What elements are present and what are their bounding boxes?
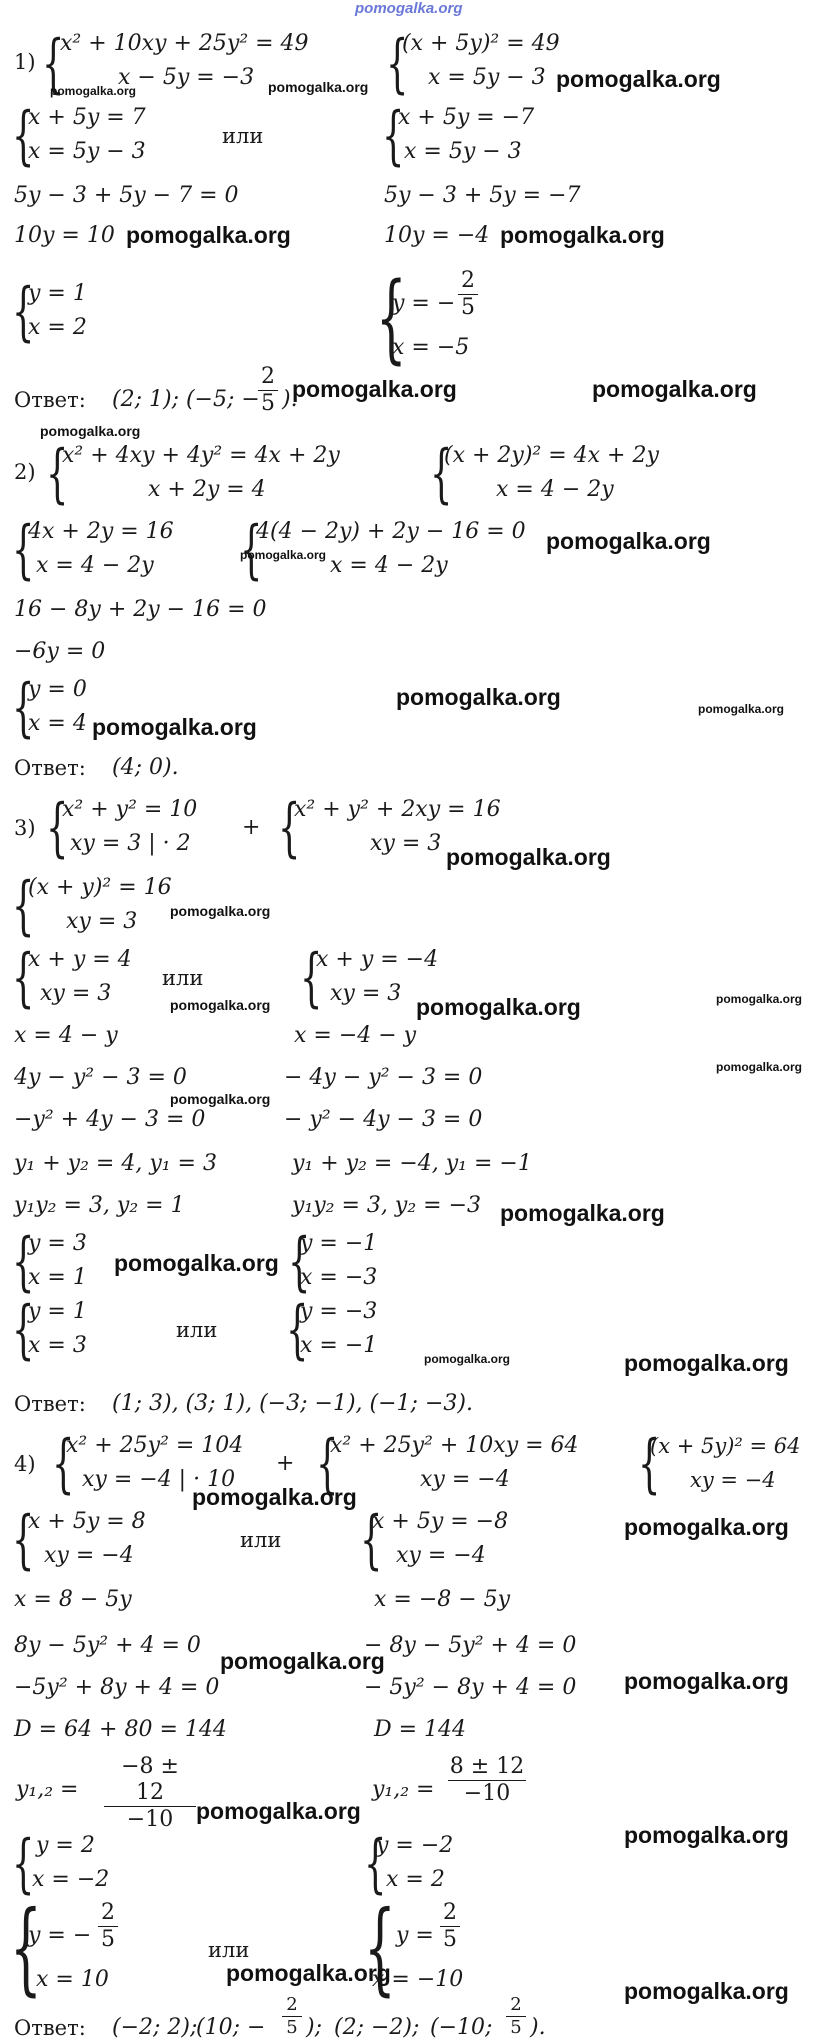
equation: 10y = 10 (14, 223, 115, 248)
answer-label: Ответ: (14, 756, 86, 780)
system-brace: { (12, 1293, 35, 1367)
fraction: $\frac{8 \pm 12}{-10}$ (449, 1754, 525, 1806)
equation: x = −5 (392, 335, 470, 360)
equation: x = 5y − 3 (28, 139, 146, 164)
equation: x² + y² + 2xy = 16 (294, 797, 501, 822)
watermark-small: pomogalka.org (170, 997, 271, 1013)
equation: xy = −4 (690, 1468, 776, 1492)
or-word: или (162, 966, 204, 990)
equation: 4y − y² − 3 = 0 (14, 1065, 187, 1090)
equation: y₁y₂ = 3, y₂ = 1 (14, 1193, 185, 1218)
equation: − 5y² − 8y + 4 = 0 (364, 1675, 577, 1700)
equation: 4(4 − 2y) + 2y − 16 = 0 (256, 519, 526, 544)
system-brace: { (286, 1293, 309, 1367)
equation: − 8y − 5y² + 4 = 0 (364, 1633, 577, 1658)
problem-number: 2) (14, 460, 36, 484)
answer-value: ). (282, 387, 298, 412)
fraction: $\frac{2}{5}$ (458, 268, 478, 321)
watermark-small: pomogalka.org (170, 903, 271, 919)
equation: y = 1 (28, 1299, 87, 1324)
watermark-small: pomogalka.org (240, 548, 327, 562)
equation: x − 5y = −3 (118, 65, 255, 90)
equation: x = 4 − 2y (330, 553, 448, 578)
watermark: pomogalka.org (196, 1798, 361, 1824)
system-brace: { (46, 791, 69, 865)
fraction: $\frac{2}{5}$ (282, 1994, 302, 2039)
watermark: pomogalka.org (624, 1514, 789, 1540)
equation: xy = 3 (370, 831, 442, 856)
answer-value: (10; − (196, 2015, 266, 2040)
equation: xy = 3 (40, 981, 112, 1006)
watermark: pomogalka.org (226, 1960, 391, 1986)
system-brace: { (52, 1427, 75, 1501)
system-brace: { (12, 99, 35, 173)
equation: x + 5y = −7 (398, 105, 535, 130)
equation: x = 5y − 3 (428, 65, 546, 90)
equation: y₁ + y₂ = −4, y₁ = −1 (292, 1151, 532, 1176)
watermark: pomogalka.org (624, 1978, 789, 2004)
system-brace: { (10, 1889, 42, 2006)
equation: x² + 25y² + 10xy = 64 (330, 1433, 579, 1458)
watermark: pomogalka.org (396, 684, 561, 710)
watermark: pomogalka.org (114, 1250, 279, 1276)
watermark-small: pomogalka.org (170, 1091, 271, 1107)
system-brace: { (288, 1225, 311, 1299)
equation: y = 0 (28, 677, 87, 702)
equation: x = 1 (28, 1265, 87, 1290)
answer-value: ); (306, 2015, 322, 2040)
equation: 4x + 2y = 16 (28, 519, 174, 544)
equation: xy = −4 | · 10 (82, 1467, 236, 1492)
answer-value: (4; 0). (112, 755, 179, 780)
system-brace: { (360, 1503, 383, 1577)
equation: xy = 3 | · 2 (70, 831, 191, 856)
watermark: pomogalka.org (624, 1668, 789, 1694)
equation: x = 3 (28, 1333, 87, 1358)
system-brace: { (12, 1503, 35, 1577)
fraction: $\frac{-8 \pm 12}{-10}$ (104, 1754, 196, 1833)
equation: x = 8 − 5y (14, 1587, 132, 1612)
system-brace: { (278, 791, 301, 865)
system-brace: { (430, 437, 453, 511)
system-brace: { (638, 1427, 661, 1501)
equation: (x + 2y)² = 4x + 2y (444, 443, 659, 468)
equation: x = −10 (372, 1967, 464, 1992)
equation: x² + 4xy + 4y² = 4x + 2y (62, 443, 340, 468)
equation: x + 5y = 7 (28, 105, 146, 130)
equation: 16 − 8y + 2y − 16 = 0 (14, 597, 267, 622)
system-brace: { (386, 27, 409, 101)
fraction: $\frac{2}{5}$ (506, 1994, 526, 2039)
equation: x = −8 − 5y (374, 1587, 511, 1612)
equation: xy = −4 (396, 1543, 486, 1568)
equation: y = −1 (300, 1231, 378, 1256)
problem-number: 1) (14, 50, 36, 74)
equation: (x + 5y)² = 64 (650, 1434, 801, 1458)
system-brace: { (300, 941, 323, 1015)
equation: xy = 3 (66, 909, 138, 934)
equation: y = 3 (28, 1231, 87, 1256)
equation: y₁,₂ = (16, 1777, 79, 1802)
equation: x = 2 (28, 315, 87, 340)
problem-number: 4) (14, 1452, 36, 1476)
system-brace: { (12, 1827, 35, 1901)
watermark: pomogalka.org (292, 376, 457, 402)
equation: xy = 3 (330, 981, 402, 1006)
equation: x = 10 (36, 1967, 109, 1992)
equation: xy = −4 (420, 1467, 510, 1492)
or-word: или (222, 124, 264, 148)
answer-value: ). (530, 2015, 546, 2040)
equation: x = 4 (28, 711, 87, 736)
answer-value: (2; 1); (−5; − (112, 387, 260, 412)
equation: y = −2 (376, 1833, 454, 1858)
or-word: или (240, 1528, 282, 1552)
equation: x = −3 (300, 1265, 378, 1290)
watermark-small: pomogalka.org (50, 84, 137, 98)
equation: x + y = 4 (28, 947, 132, 972)
equation: (x + y)² = 16 (28, 875, 172, 900)
watermark-small: pomogalka.org (424, 1352, 511, 1366)
equation: x = 5y − 3 (404, 139, 522, 164)
answer-value: (2; −2); (334, 2015, 420, 2040)
equation: x = −2 (32, 1867, 110, 1892)
equation: y = − (392, 291, 456, 316)
watermark-small: pomogalka.org (698, 702, 785, 716)
plus-sign: + (276, 1451, 295, 1476)
header-watermark: pomogalka.org (355, 0, 463, 17)
fraction: $\frac{2}{5}$ (258, 364, 278, 417)
answer-label: Ответ: (14, 2016, 86, 2040)
equation: x² + 25y² = 104 (66, 1433, 244, 1458)
watermark: pomogalka.org (624, 1822, 789, 1848)
watermark: pomogalka.org (500, 1200, 665, 1226)
system-brace: { (12, 1225, 35, 1299)
equation: y = −3 (300, 1299, 378, 1324)
equation: x + y = −4 (316, 947, 439, 972)
watermark-small: pomogalka.org (716, 1060, 803, 1074)
system-brace: { (12, 513, 35, 587)
equation: − y² − 4y − 3 = 0 (284, 1107, 483, 1132)
or-word: или (176, 1318, 218, 1342)
system-brace: { (12, 941, 35, 1015)
answer-value: (−10; (430, 2015, 493, 2040)
system-brace: { (12, 869, 35, 943)
watermark: pomogalka.org (592, 376, 757, 402)
equation: (x + 5y)² = 49 (402, 31, 560, 56)
watermark: pomogalka.org (92, 714, 257, 740)
equation: x = 4 − 2y (496, 477, 614, 502)
equation: y = 1 (28, 281, 87, 306)
answer-label: Ответ: (14, 388, 86, 412)
equation: xy = −4 (44, 1543, 134, 1568)
equation: 10y = −4 (384, 223, 490, 248)
equation: D = 144 (374, 1717, 467, 1742)
system-brace: { (376, 262, 407, 374)
system-brace: { (364, 1827, 387, 1901)
equation: y = − (28, 1923, 92, 1948)
equation: x + 5y = −8 (372, 1509, 509, 1534)
equation: y₁ + y₂ = 4, y₁ = 3 (14, 1151, 217, 1176)
system-brace: { (12, 671, 35, 745)
equation: −6y = 0 (14, 639, 106, 664)
watermark-small: pomogalka.org (716, 992, 803, 1006)
watermark: pomogalka.org (192, 1484, 357, 1510)
equation: x = −1 (300, 1333, 378, 1358)
equation: x = 4 − y (14, 1023, 118, 1048)
equation: 8y − 5y² + 4 = 0 (14, 1633, 201, 1658)
or-word: или (208, 1938, 250, 1962)
answer-value: (−2; 2); (112, 2015, 198, 2040)
equation: x + 2y = 4 (148, 477, 266, 502)
answer-value: (1; 3), (3; 1), (−3; −1), (−1; −3). (112, 1391, 473, 1416)
equation: −y² + 4y − 3 = 0 (14, 1107, 206, 1132)
problem-number: 3) (14, 816, 36, 840)
watermark: pomogalka.org (624, 1350, 789, 1376)
watermark: pomogalka.org (546, 528, 711, 554)
equation: x² + 10xy + 25y² = 49 (60, 31, 309, 56)
watermark: pomogalka.org (556, 66, 721, 92)
system-brace: { (382, 99, 405, 173)
fraction: $\frac{2}{5}$ (440, 1900, 460, 1953)
equation: x = −4 − y (294, 1023, 417, 1048)
watermark-small: pomogalka.org (268, 79, 369, 95)
system-brace: { (316, 1427, 339, 1501)
equation: y = (396, 1923, 434, 1948)
watermark: pomogalka.org (446, 844, 611, 870)
equation: x² + y² = 10 (62, 797, 198, 822)
equation: x = 2 (386, 1867, 445, 1892)
equation: 5y − 3 + 5y − 7 = 0 (14, 183, 239, 208)
system-brace: { (46, 437, 69, 511)
equation: y = 2 (36, 1833, 95, 1858)
system-brace: { (42, 27, 65, 101)
equation: y₁y₂ = 3, y₂ = −3 (292, 1193, 481, 1218)
equation: y₁,₂ = (372, 1777, 435, 1802)
equation: x = 4 − 2y (36, 553, 154, 578)
plus-sign: + (242, 815, 261, 840)
system-brace: { (240, 513, 263, 587)
system-brace: { (364, 1889, 396, 2006)
equation: x + 5y = 8 (28, 1509, 146, 1534)
watermark: pomogalka.org (500, 222, 665, 248)
watermark: pomogalka.org (126, 222, 291, 248)
equation: 5y − 3 + 5y = −7 (384, 183, 581, 208)
equation: −5y² + 8y + 4 = 0 (14, 1675, 220, 1700)
watermark: pomogalka.org (416, 994, 581, 1020)
fraction: $\frac{2}{5}$ (98, 1900, 118, 1953)
equation: − 4y − y² − 3 = 0 (284, 1065, 483, 1090)
equation: D = 64 + 80 = 144 (14, 1717, 227, 1742)
system-brace: { (12, 275, 35, 349)
watermark-small: pomogalka.org (40, 423, 141, 439)
answer-label: Ответ: (14, 1392, 86, 1416)
watermark: pomogalka.org (220, 1648, 385, 1674)
